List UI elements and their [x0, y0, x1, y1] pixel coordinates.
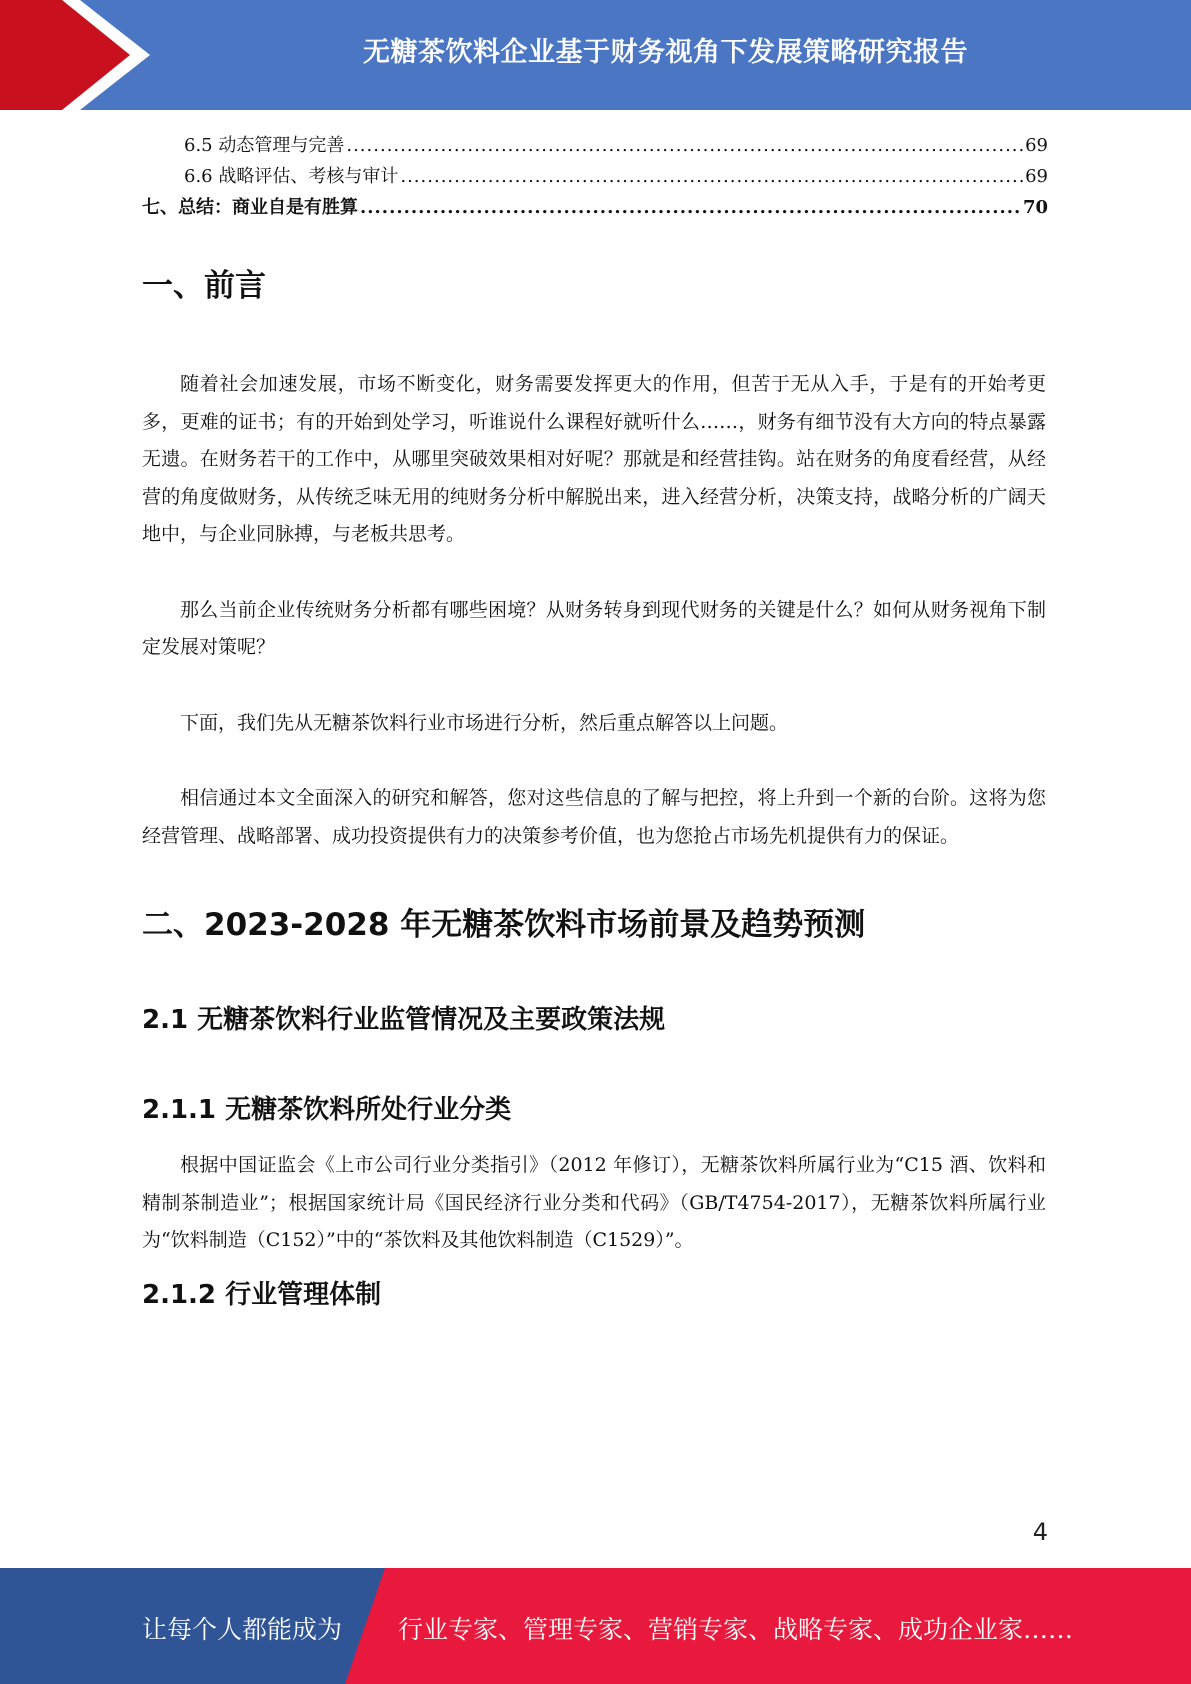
toc-entry[interactable] — [142, 192, 1048, 223]
subsection-heading: 2.1.2 行业管理体制 — [142, 1279, 382, 1310]
table-of-contents — [142, 130, 1048, 223]
paragraph: 根据中国证监会《上市公司行业分类指引》（2012 年修订），无糖茶饮料所属行业为“C15 酒、饮料和精制茶制造业”；根据国家统计局《国民经济行业分类和代码》（GB/T4754-2017），无糖茶饮料所属行业为“饮料制造（C152）”中的“茶饮料及其他饮料制造（C1529）”。 — [142, 1154, 1046, 1251]
toc-entry-page: 69 — [1025, 135, 1048, 156]
toc-entry-label: 6.6 战略评估、考核与审计 — [184, 166, 399, 187]
toc-entry[interactable] — [142, 130, 1048, 161]
paragraph: 相信通过本文全面深入的研究和解答，您对这些信息的了解与把控，将上升到一个新的台阶。这将为您经营管理、战略部署、成功投资提供有力的决策参考价值，也为您抢占市场先机提供有力的保证。 — [142, 787, 1046, 847]
toc-entry-page: 70 — [1022, 197, 1048, 218]
toc-entry-label: 6.5 动态管理与完善 — [184, 135, 345, 156]
toc-entry-label: 七、总结：商业自是有胜算 — [142, 197, 358, 218]
page-header — [0, 0, 1191, 110]
toc-leader-dots — [400, 161, 1023, 192]
subsection-heading: 2.1.1 无糖茶饮料所处行业分类 — [142, 1095, 512, 1125]
document-title: 无糖茶饮料企业基于财务视角下发展策略研究报告 — [363, 37, 968, 68]
document-body — [142, 258, 1046, 1320]
header-arrow-icon — [0, 0, 160, 110]
section-heading-market: 二、2023-2028 年无糖茶饮料市场前景及趋势预测 — [142, 907, 866, 943]
footer-slogan-left: 让每个人都能成为 — [142, 1615, 343, 1644]
toc-leader-dots — [346, 130, 1023, 161]
toc-leader-dots — [360, 192, 1021, 223]
page-number: 4 — [1032, 1518, 1048, 1546]
toc-entry-page: 69 — [1025, 166, 1048, 187]
paragraph: 那么当前企业传统财务分析都有哪些困境？从财务转身到现代财务的关键是什么？如何从财务视角下制定发展对策呢？ — [142, 598, 1046, 658]
page-footer — [0, 1568, 1191, 1684]
section-heading-preface: 一、前言 — [142, 268, 266, 304]
toc-entry[interactable] — [142, 161, 1048, 192]
paragraph: 下面，我们先从无糖茶饮料行业市场进行分析，然后重点解答以上问题。 — [180, 711, 789, 734]
paragraph: 随着社会加速发展，市场不断变化，财务需要发挥更大的作用，但苦于无从入手，于是有的开始考更多，更难的证书；有的开始到处学习，听谁说什么课程好就听什么……，财务有细节没有大方向的特点暴露无遗。在财务若干的工作中，从哪里突破效果相对好呢？那就是和经营挂钩。站在财务的角度看经营，从经营的角度做财务，从传统乏味无用的纯财务分析中解脱出来，进入经营分析，决策支持，战略分析的广阔天地中，与企业同脉搏，与老板共思考。 — [142, 373, 1046, 545]
footer-slogan-right: 行业专家、管理专家、营销专家、战略专家、成功企业家…… — [398, 1615, 1074, 1644]
subsection-heading: 2.1 无糖茶饮料行业监管情况及主要政策法规 — [142, 1005, 666, 1035]
